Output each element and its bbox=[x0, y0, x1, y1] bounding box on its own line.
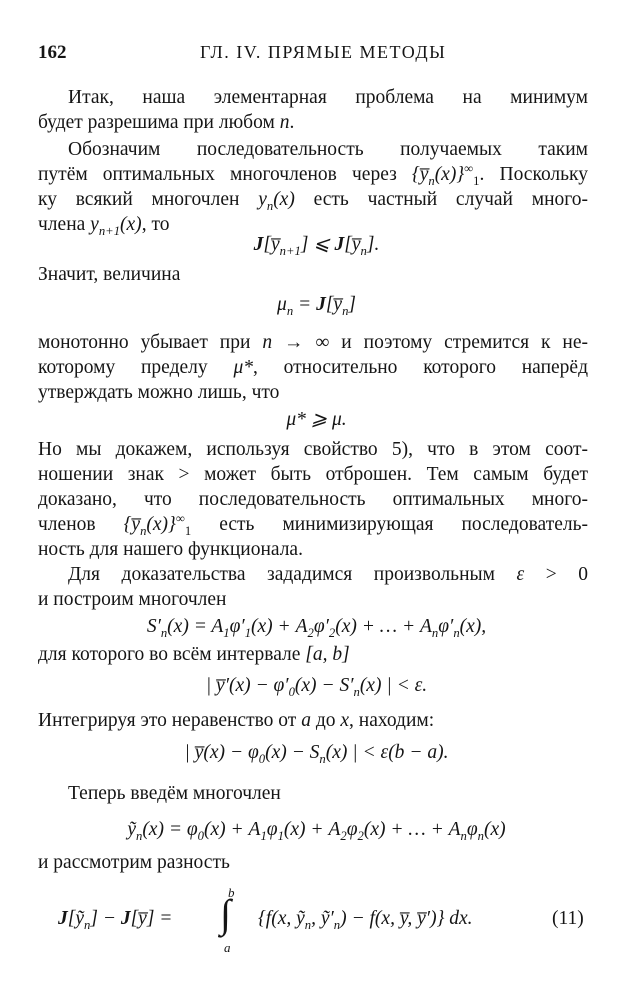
integral-upper-limit: b bbox=[228, 885, 235, 900]
page-number: 162 bbox=[38, 42, 67, 63]
text-line: Обозначим последовательность получаемых таким bbox=[68, 139, 588, 160]
equation: $S'_n(x) = A_1\varphi'_1(x) + A_2\varphi'_2(x)$ + … + $A_n\varphi'_n(x)$, bbox=[146, 616, 487, 640]
text-line: Для доказательства зададимся произвольным ε > 0 bbox=[68, 564, 589, 585]
text-line: доказано, что последовательность оптимальных много- bbox=[38, 489, 588, 510]
equation-number: (11) bbox=[552, 908, 584, 929]
equation: | y̅′(x) − $\varphi'_0(x) - S'_n(x)$ | < ε. bbox=[205, 675, 428, 699]
running-title: ГЛ. IV. ПРЯМЫЕ МЕТОДЫ bbox=[200, 42, 447, 62]
equation: $J[y̅_{n+1}]$ ⩽ $J[y̅_n]$. bbox=[253, 234, 380, 258]
text-line: которому пределу μ*, относительно которого наперёд bbox=[38, 357, 588, 378]
integrand: {f(x, ỹ$_n$, $ỹ'_n) - f(x$, y̅, y̅′)} dx. bbox=[258, 908, 473, 932]
equation: ỹ$_n$(x) = $\varphi_0(x) + A_1\varphi_1(x) + A_2\varphi_2(x)$ + … + $A_n\varphi_n(x)$ bbox=[127, 819, 506, 843]
text-line: Интегрируя это неравенство от a до x, находим: bbox=[38, 710, 435, 731]
text-line: утверждать можно лишь, что bbox=[38, 382, 280, 403]
equation: | y̅(x) − $\varphi_0(x) - S_n(x)$ | < ε(b − a). bbox=[184, 742, 449, 766]
text-line: членов $\{y̅_n(x)\}^\infty_1$ есть минимизирующая последователь- bbox=[38, 511, 588, 538]
text-line: для которого во всём интервале [a, b] bbox=[38, 644, 350, 665]
equation: μ* ⩾ μ. bbox=[286, 409, 347, 430]
text-line: и рассмотрим разность bbox=[38, 852, 230, 873]
equation: $\mu_n$ = $J[y̅_n]$ bbox=[277, 294, 356, 318]
text-line: члена $y_{n+1}(x)$, то bbox=[38, 214, 170, 238]
integral-lower-limit: a bbox=[224, 940, 231, 955]
text-line: Значит, величина bbox=[38, 264, 181, 285]
text-line: Итак, наша элементарная проблема на минимум bbox=[68, 87, 588, 108]
text-line: ношении знак > может быть отброшен. Тем самым будет bbox=[38, 464, 588, 485]
integral-sign: ∫ bbox=[220, 891, 231, 936]
text-line: ность для нашего функционала. bbox=[38, 539, 303, 560]
text-line: монотонно убывает при n → ∞ и поэтому стремится к не- bbox=[38, 332, 588, 353]
equation: J[ỹ$_n$] − J[y̅] = bbox=[58, 908, 173, 932]
text-line: путём оптимальных многочленов через $\{y̅_n(x)\}^\infty_1$. Поскольку bbox=[38, 161, 589, 188]
text-line: Но мы докажем, используя свойство 5), что в этом соот- bbox=[38, 439, 588, 460]
text-line: будет разрешима при любом n. bbox=[38, 112, 295, 133]
text-line: и построим многочлен bbox=[38, 589, 227, 610]
text-line: ку всякий многочлен $y_n(x)$ есть частный случай много- bbox=[38, 189, 589, 213]
text-line: Теперь введём многочлен bbox=[68, 783, 281, 804]
